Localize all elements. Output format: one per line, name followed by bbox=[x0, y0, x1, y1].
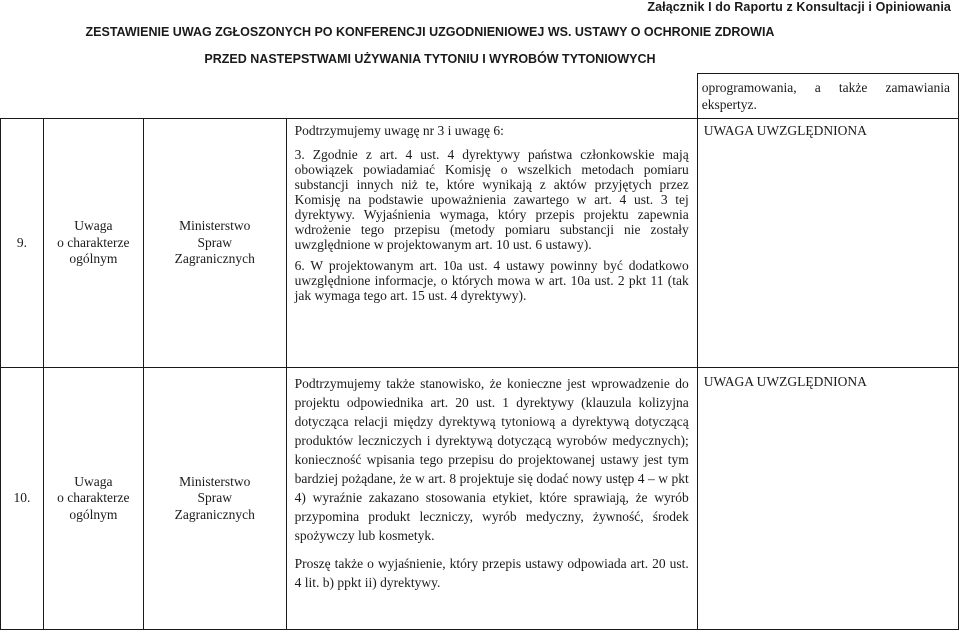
continuation-text: oprogramowania, a także zamawiania ekspertyz. bbox=[697, 74, 958, 119]
response-status: UWAGA UWZGLĘDNIONA bbox=[697, 368, 958, 630]
comment-author: Ministerstwo Spraw Zagranicznych bbox=[143, 119, 286, 368]
response-status: UWAGA UWZGLĘDNIONA bbox=[697, 119, 958, 368]
annex-label: Załącznik I do Raportu z Konsultacji i Opiniowania bbox=[647, 0, 951, 14]
comment-text: Podtrzymujemy uwagę nr 3 i uwagę 6: 3. Zgodnie z art. 4 ust. 4 dyrektywy państwa członkowskie mają obowiązek powiadamiać Komisję o wszelkich metodach pomiaru substancji innych niż te, które wynikają z aktów przyjętych przez Komisję na podstawie upoważnienia zawartego w art. 4 ust. 3 tej dyrektywy. Wyjaśnienia wymaga, który przepis projektu zapewnia wdrożenie tego przepisu (metody pomiaru substancji nie zostały uwzględnione w projektowanym art. 10 ust. 6 ustawy). 6. W projektowanym art. 10a ust. 4 ustawy powinny być dodatkowo uwzględnione informacje, o których mowa w art. 10a ust. 2 pkt 11 (tak jak wymaga tego art. 15 ust. 4 dyrektywy). bbox=[286, 119, 697, 368]
comment-type: Uwaga o charakterze ogólnym bbox=[43, 368, 143, 630]
comments-table bbox=[0, 73, 959, 630]
comment-type: Uwaga o charakterze ogólnym bbox=[43, 119, 143, 368]
row-number: 10. bbox=[1, 368, 44, 630]
continuation-row bbox=[1, 74, 959, 119]
comment-author: Ministerstwo Spraw Zagranicznych bbox=[143, 368, 286, 630]
document-title-line-2: PRZED NASTEPSTWAMI UŻYWANIA TYTONIU I WYROBÓW TYTONIOWYCH bbox=[204, 52, 656, 66]
row-number: 9. bbox=[1, 119, 44, 368]
table-row bbox=[1, 368, 959, 630]
table-row bbox=[1, 119, 959, 368]
document-title-line-1: ZESTAWIENIE UWAG ZGŁOSZONYCH PO KONFERENCJI UZGODNIENIOWEJ WS. USTAWY O OCHRONIE ZDROWIA bbox=[85, 25, 775, 39]
comment-text: Podtrzymujemy także stanowisko, że konieczne jest wprowadzenie do projektu odpowiednika art. 20 ust. 1 dyrektywy (klauzula kolizyjna dotycząca relacji między dyrektywą tytoniową a dyrektywą dotyczącą produktów leczniczych i dyrektywą dotyczącą wyrobów medycznych); konieczność wpisania tego przepisu do projektowanej ustawy jest tym bardziej pożądane, że w art. 8 projektuje się dodać nowy ustęp 4 – w pkt 4) wyraźnie zakazano stosowania etykiet, które sprawiają, że wyrób przypomina produkt leczniczy, wyrób medyczny, żywność, środek spożywczy lub kosmetyk. Proszę także o wyjaśnienie, który przepis ustawy odpowiada art. 20 ust. 4 lit. b) ppkt ii) dyrektywy. bbox=[286, 368, 697, 630]
